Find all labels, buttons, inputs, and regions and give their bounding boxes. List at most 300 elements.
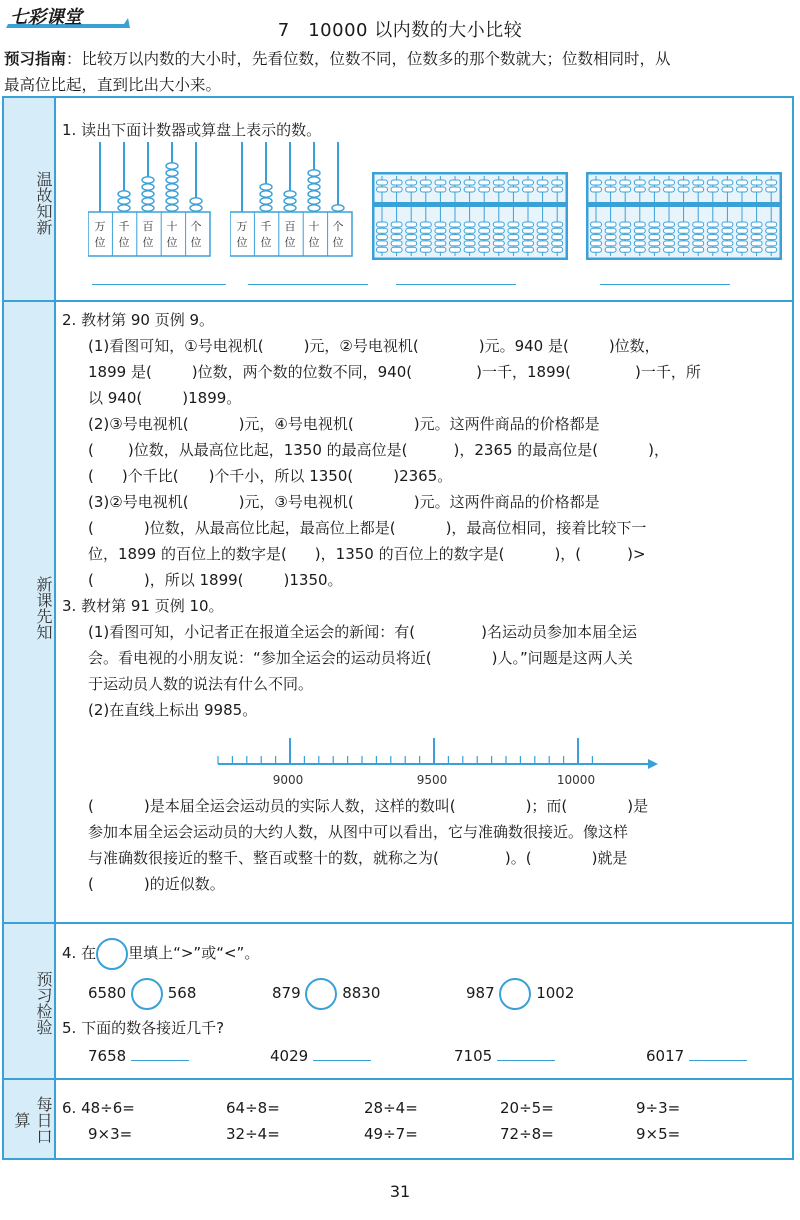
abacus1-upper-bead bbox=[537, 180, 548, 185]
abacus2-upper-bead bbox=[634, 180, 645, 185]
abacus2-upper-bead bbox=[605, 180, 616, 185]
abacus1-lower-bead bbox=[377, 235, 388, 240]
abacus2-lower-bead bbox=[737, 247, 748, 252]
abacus1-upper-bead bbox=[420, 187, 431, 192]
abacus2-lower-bead bbox=[722, 228, 733, 233]
number-line-label-9000: 9000 bbox=[272, 773, 304, 787]
abacus1-lower-bead bbox=[406, 228, 417, 233]
abacus1-lower-bead bbox=[391, 228, 402, 233]
q5-blank-2[interactable] bbox=[313, 1046, 371, 1061]
abacus1-lower-bead bbox=[479, 235, 490, 240]
abacus1-lower-bead bbox=[552, 228, 563, 233]
abacus2-lower-bead bbox=[664, 241, 675, 246]
abacus1-lower-bead bbox=[523, 222, 534, 227]
abacus1-lower-bead bbox=[508, 222, 519, 227]
abacus1-upper-bead bbox=[523, 180, 534, 185]
abacus2-upper-bead bbox=[649, 180, 660, 185]
counter2-bead bbox=[260, 198, 272, 204]
abacus1-lower-bead bbox=[435, 241, 446, 246]
abacus2-upper-bead bbox=[737, 180, 748, 185]
number-line-label-10000: 10000 bbox=[556, 773, 596, 787]
abacus1-lower-bead bbox=[435, 222, 446, 227]
q5-blank-1[interactable] bbox=[131, 1046, 189, 1061]
abacus2-lower-bead bbox=[591, 247, 602, 252]
counter1-bead bbox=[142, 198, 154, 204]
abacus2-lower-bead bbox=[664, 247, 675, 252]
q3-line-7: 与准确数很接近的整千、整百或整十的数，就称之为( )。( )就是 bbox=[88, 849, 628, 867]
q1-answer-line-3[interactable] bbox=[396, 284, 516, 285]
section-label-check: 预习检验 bbox=[34, 971, 53, 1035]
abacus1-lower-bead bbox=[391, 241, 402, 246]
counter2-label-4-a: 个 bbox=[332, 220, 344, 233]
abacus-1 bbox=[372, 172, 568, 260]
counting-frame-1 bbox=[88, 140, 212, 258]
abacus1-upper-bead bbox=[435, 187, 446, 192]
abacus2-upper-bead bbox=[605, 187, 616, 192]
abacus1-lower-bead bbox=[435, 247, 446, 252]
q4-pair-2: 879 8830 bbox=[272, 976, 380, 1010]
counter1-bead bbox=[118, 191, 130, 197]
q2-line-8: ( )位数，从最高位比起，最高位上都是( )，最高位相同，接着比较下一 bbox=[88, 519, 647, 537]
abacus2-upper-bead bbox=[737, 187, 748, 192]
section-divider-1 bbox=[4, 300, 792, 302]
abacus2-lower-bead bbox=[649, 228, 660, 233]
counter1-label-3-a: 十 bbox=[166, 220, 178, 233]
section-divider-3 bbox=[4, 1078, 792, 1080]
abacus2-lower-bead bbox=[766, 241, 777, 246]
abacus1-upper-bead bbox=[493, 187, 504, 192]
counter1-bead bbox=[142, 205, 154, 211]
abacus2-lower-bead bbox=[737, 241, 748, 246]
counter1-label-1-b: 位 bbox=[118, 236, 130, 249]
abacus1-lower-bead bbox=[479, 241, 490, 246]
abacus2-lower-bead bbox=[751, 222, 762, 227]
abacus1-lower-bead bbox=[450, 241, 461, 246]
abacus1-upper-bead bbox=[391, 187, 402, 192]
counter2-label-0-b: 位 bbox=[236, 236, 248, 249]
abacus1-lower-bead bbox=[523, 247, 534, 252]
abacus1-upper-bead bbox=[552, 180, 563, 185]
abacus2-lower-bead bbox=[693, 241, 704, 246]
abacus1-lower-bead bbox=[493, 247, 504, 252]
q5-item-2: 4029 bbox=[270, 1046, 371, 1066]
abacus1-lower-bead bbox=[391, 247, 402, 252]
q5-blank-3[interactable] bbox=[497, 1046, 555, 1061]
q3-line-8: ( )的近似数。 bbox=[88, 875, 225, 893]
abacus1-lower-bead bbox=[493, 228, 504, 233]
counter2-bead bbox=[284, 191, 296, 197]
q3-line-4: (2)在直线上标出 9985。 bbox=[88, 701, 258, 719]
q6-r2-c3[interactable]: 49÷7= bbox=[364, 1125, 418, 1143]
abacus1-lower-bead bbox=[450, 228, 461, 233]
counter2-bead bbox=[332, 205, 344, 211]
abacus1-upper-bead bbox=[450, 187, 461, 192]
abacus2-lower-bead bbox=[766, 222, 777, 227]
abacus1-lower-bead bbox=[464, 228, 475, 233]
abacus2-lower-bead bbox=[693, 247, 704, 252]
abacus1-lower-bead bbox=[523, 241, 534, 246]
abacus1-upper-bead bbox=[464, 187, 475, 192]
abacus1-lower-bead bbox=[377, 241, 388, 246]
counter2-label-2-a: 百 bbox=[284, 220, 296, 233]
sample-circle bbox=[96, 938, 128, 970]
counter2-bead bbox=[260, 184, 272, 190]
abacus1-lower-bead bbox=[537, 241, 548, 246]
abacus2-upper-bead bbox=[707, 180, 718, 185]
abacus1-lower-bead bbox=[377, 222, 388, 227]
q5-heading: 5. 下面的数各接近几千? bbox=[62, 1019, 225, 1037]
counter1-bead bbox=[142, 177, 154, 183]
number-line[interactable] bbox=[210, 732, 660, 792]
abacus1-lower-bead bbox=[391, 235, 402, 240]
abacus1-upper-bead bbox=[479, 187, 490, 192]
abacus1-upper-bead bbox=[493, 180, 504, 185]
sidebar-divider bbox=[54, 98, 56, 1158]
q4-pair-3: 987 1002 bbox=[466, 976, 574, 1010]
q2-line-3: 以 940( )1899。 bbox=[88, 389, 242, 407]
abacus1-lower-bead bbox=[493, 235, 504, 240]
q3-line-1: (1)看图可知，小记者正在报道全运会的新闻：有( )名运动员参加本届全运 bbox=[88, 623, 637, 641]
q6-r2-c4[interactable]: 72÷8= bbox=[500, 1125, 554, 1143]
abacus2-lower-bead bbox=[766, 228, 777, 233]
abacus1-lower-bead bbox=[537, 247, 548, 252]
counter1-bead bbox=[166, 198, 178, 204]
abacus1-lower-bead bbox=[464, 222, 475, 227]
abacus2-lower-bead bbox=[707, 241, 718, 246]
abacus1-lower-bead bbox=[450, 235, 461, 240]
abacus1-lower-bead bbox=[523, 235, 534, 240]
abacus2-lower-bead bbox=[634, 228, 645, 233]
abacus2-upper-bead bbox=[751, 187, 762, 192]
counter2-bead bbox=[308, 205, 320, 211]
abacus2-lower-bead bbox=[591, 235, 602, 240]
abacus2-upper-bead bbox=[591, 180, 602, 185]
abacus1-lower-bead bbox=[406, 222, 417, 227]
counter2-label-4-b: 位 bbox=[332, 236, 344, 249]
abacus1-lower-bead bbox=[464, 235, 475, 240]
abacus1-lower-bead bbox=[508, 241, 519, 246]
abacus2-lower-bead bbox=[605, 247, 616, 252]
abacus1-upper-bead bbox=[464, 180, 475, 185]
abacus2-lower-bead bbox=[591, 241, 602, 246]
abacus2-lower-bead bbox=[707, 247, 718, 252]
section-label-newlesson: 新课先知 bbox=[34, 576, 53, 640]
counter1-bead bbox=[190, 198, 202, 204]
abacus1-lower-bead bbox=[537, 235, 548, 240]
counter2-bead bbox=[284, 198, 296, 204]
q2-line-5: ( )位数，从最高位比起，1350 的最高位是( )，2365 的最高位是( )， bbox=[88, 441, 670, 459]
abacus2-upper-bead bbox=[722, 187, 733, 192]
abacus2-lower-bead bbox=[693, 222, 704, 227]
q2-line-2: 1899 是( )位数，两个数的位数不同，940( )一千，1899( )一千，所 bbox=[88, 363, 701, 381]
counter2-bead bbox=[308, 198, 320, 204]
counter2-label-2-b: 位 bbox=[284, 236, 296, 249]
abacus2-lower-bead bbox=[634, 235, 645, 240]
abacus1-lower-bead bbox=[464, 247, 475, 252]
counter2-bead bbox=[308, 191, 320, 197]
abacus2-lower-bead bbox=[605, 228, 616, 233]
guide-text-2: 最高位比起，直到比出大小来。 bbox=[4, 76, 222, 94]
abacus2-lower-bead bbox=[707, 235, 718, 240]
q6-r1-c4[interactable]: 20÷5= bbox=[500, 1099, 554, 1117]
counter2-bead bbox=[260, 191, 272, 197]
abacus1-upper-bead bbox=[450, 180, 461, 185]
q5-item-3: 7105 bbox=[454, 1046, 555, 1066]
abacus1-lower-bead bbox=[435, 228, 446, 233]
abacus1-lower-bead bbox=[377, 247, 388, 252]
q2-line-9: 位，1899 的百位上的数字是( )，1350 的百位上的数字是( )，( )> bbox=[88, 545, 646, 563]
abacus1-upper-bead bbox=[537, 187, 548, 192]
abacus1-lower-bead bbox=[552, 247, 563, 252]
abacus2-lower-bead bbox=[634, 222, 645, 227]
q6-r1-c1[interactable]: 6. 48÷6= bbox=[62, 1099, 135, 1117]
abacus2-lower-bead bbox=[751, 235, 762, 240]
abacus1-upper-bead bbox=[377, 187, 388, 192]
counter1-bead bbox=[166, 163, 178, 169]
guide-text-1: ：比较万以内数的大小时，先看位数，位数不同，位数多的那个数就大；位数相同时，从 bbox=[66, 50, 671, 68]
q2-line-10: ( )，所以 1899( )1350。 bbox=[88, 571, 343, 589]
abacus1-upper-bead bbox=[435, 180, 446, 185]
number-line-label-9500: 9500 bbox=[416, 773, 448, 787]
abacus1-lower-bead bbox=[420, 228, 431, 233]
abacus1-lower-bead bbox=[523, 228, 534, 233]
compare-circle-1[interactable] bbox=[131, 978, 163, 1010]
abacus2-upper-bead bbox=[751, 180, 762, 185]
abacus1-lower-bead bbox=[406, 241, 417, 246]
abacus2-upper-bead bbox=[620, 180, 631, 185]
abacus2-lower-bead bbox=[649, 247, 660, 252]
counter2-label-3-a: 十 bbox=[308, 220, 320, 233]
abacus2-lower-bead bbox=[678, 222, 689, 227]
abacus1-lower-bead bbox=[508, 247, 519, 252]
q1-answer-line-1[interactable] bbox=[92, 284, 226, 285]
abacus1-lower-bead bbox=[537, 228, 548, 233]
abacus2-lower-bead bbox=[751, 247, 762, 252]
abacus2-lower-bead bbox=[605, 235, 616, 240]
abacus1-lower-bead bbox=[552, 222, 563, 227]
abacus1-lower-bead bbox=[552, 241, 563, 246]
q1-prompt: 1. 读出下面计数器或算盘上表示的数。 bbox=[62, 121, 322, 139]
abacus2-lower-bead bbox=[620, 235, 631, 240]
abacus2-upper-bead bbox=[634, 187, 645, 192]
abacus2-upper-bead bbox=[649, 187, 660, 192]
counter1-bead bbox=[166, 170, 178, 176]
counter1-label-0-a: 万 bbox=[94, 220, 106, 233]
abacus2-upper-bead bbox=[693, 180, 704, 185]
abacus1-upper-bead bbox=[420, 180, 431, 185]
counter1-label-4-b: 位 bbox=[190, 236, 202, 249]
counter2-bead bbox=[308, 170, 320, 176]
counter2-bead bbox=[308, 177, 320, 183]
abacus1-lower-bead bbox=[479, 247, 490, 252]
counting-frame-2 bbox=[230, 140, 354, 258]
preview-guide bbox=[4, 46, 796, 98]
counter1-bead bbox=[166, 205, 178, 211]
counter1-bead bbox=[142, 191, 154, 197]
q3-line-6: 参加本届全运会运动员的大约人数，从图中可以看出，它与准确数很接近。像这样 bbox=[88, 823, 629, 841]
counter2-bead bbox=[284, 205, 296, 211]
abacus1-upper-bead bbox=[508, 180, 519, 185]
abacus1-lower-bead bbox=[479, 228, 490, 233]
section-divider-2 bbox=[4, 922, 792, 924]
counter2-label-1-b: 位 bbox=[260, 236, 272, 249]
abacus2-lower-bead bbox=[693, 235, 704, 240]
abacus2-lower-bead bbox=[751, 241, 762, 246]
compare-circle-3[interactable] bbox=[499, 978, 531, 1010]
counter1-bead bbox=[190, 205, 202, 211]
q3-line-5: ( )是本届全运会运动员的实际人数，这样的数叫( )；而( )是 bbox=[88, 797, 649, 815]
abacus1-lower-bead bbox=[420, 247, 431, 252]
q1-answer-line-2[interactable] bbox=[248, 284, 368, 285]
abacus2-lower-bead bbox=[766, 235, 777, 240]
q6-r2-c5[interactable]: 9×5= bbox=[636, 1125, 681, 1143]
abacus1-lower-bead bbox=[391, 222, 402, 227]
abacus1-upper-bead bbox=[377, 180, 388, 185]
abacus1-upper-bead bbox=[508, 187, 519, 192]
abacus1-lower-bead bbox=[377, 228, 388, 233]
abacus1-upper-bead bbox=[391, 180, 402, 185]
abacus2-lower-bead bbox=[649, 241, 660, 246]
q2-line-1: (1)看图可知，①号电视机( )元，②号电视机( )元。940 是( )位数， bbox=[88, 337, 660, 355]
abacus1-lower-bead bbox=[508, 235, 519, 240]
abacus1-lower-bead bbox=[420, 222, 431, 227]
counter1-label-2-a: 百 bbox=[142, 220, 154, 233]
abacus2-lower-bead bbox=[737, 222, 748, 227]
section-label-mental: 每日口算 bbox=[12, 1096, 53, 1144]
counter2-label-3-b: 位 bbox=[308, 236, 320, 249]
counter1-bead bbox=[166, 177, 178, 183]
abacus2-lower-bead bbox=[649, 222, 660, 227]
abacus1-lower-bead bbox=[493, 222, 504, 227]
abacus2-upper-bead bbox=[664, 180, 675, 185]
abacus2-lower-bead bbox=[722, 247, 733, 252]
abacus2-upper-bead bbox=[766, 187, 777, 192]
q3-line-3: 于运动员人数的说法有什么不同。 bbox=[88, 675, 314, 693]
abacus2-lower-bead bbox=[678, 241, 689, 246]
q1-answer-line-4[interactable] bbox=[600, 284, 730, 285]
abacus2-lower-bead bbox=[766, 247, 777, 252]
counter2-bead bbox=[260, 205, 272, 211]
q6-r1-c5[interactable]: 9÷3= bbox=[636, 1099, 681, 1117]
logo-text: 七彩课堂 bbox=[10, 7, 82, 28]
abacus2-lower-bead bbox=[707, 222, 718, 227]
page-number: 31 bbox=[389, 1182, 411, 1201]
counter1-bead bbox=[166, 191, 178, 197]
abacus1-lower-bead bbox=[420, 235, 431, 240]
q4-pair-1: 6580 568 bbox=[88, 976, 196, 1010]
abacus2-upper-bead bbox=[707, 187, 718, 192]
counter1-bead bbox=[118, 205, 130, 211]
abacus2-upper-bead bbox=[620, 187, 631, 192]
counter2-bead bbox=[308, 184, 320, 190]
q2-line-6: ( )个千比( )个千小，所以 1350( )2365。 bbox=[88, 467, 453, 485]
abacus1-lower-bead bbox=[479, 222, 490, 227]
abacus1-lower-bead bbox=[435, 235, 446, 240]
abacus2-upper-bead bbox=[722, 180, 733, 185]
abacus1-upper-bead bbox=[406, 180, 417, 185]
abacus1-lower-bead bbox=[420, 241, 431, 246]
counter1-label-3-b: 位 bbox=[166, 236, 178, 249]
abacus1-lower-bead bbox=[537, 222, 548, 227]
abacus2-lower-bead bbox=[591, 222, 602, 227]
abacus2-lower-bead bbox=[722, 241, 733, 246]
abacus2-lower-bead bbox=[634, 241, 645, 246]
abacus2-lower-bead bbox=[678, 228, 689, 233]
q2-line-7: (3)②号电视机( )元，③号电视机( )元。这两件商品的价格都是 bbox=[88, 493, 600, 511]
q6-r1-c2[interactable]: 64÷8= bbox=[226, 1099, 280, 1117]
q6-r2-c1[interactable]: 9×3= bbox=[88, 1125, 133, 1143]
counter1-bead bbox=[118, 198, 130, 204]
abacus2-lower-bead bbox=[620, 228, 631, 233]
abacus2-lower-bead bbox=[722, 235, 733, 240]
abacus2-lower-bead bbox=[605, 222, 616, 227]
abacus2-lower-bead bbox=[678, 247, 689, 252]
abacus2-upper-bead bbox=[591, 187, 602, 192]
abacus2-lower-bead bbox=[620, 222, 631, 227]
abacus2-lower-bead bbox=[693, 228, 704, 233]
abacus1-lower-bead bbox=[552, 235, 563, 240]
counter1-label-2-b: 位 bbox=[142, 236, 154, 249]
section-label-review: 温故知新 bbox=[34, 171, 53, 235]
abacus1-lower-bead bbox=[406, 247, 417, 252]
abacus2-lower-bead bbox=[605, 241, 616, 246]
abacus1-upper-bead bbox=[523, 187, 534, 192]
abacus2-upper-bead bbox=[693, 187, 704, 192]
q5-item-1: 7658 bbox=[88, 1046, 189, 1066]
abacus2-lower-bead bbox=[634, 247, 645, 252]
abacus1-upper-bead bbox=[479, 180, 490, 185]
abacus2-lower-bead bbox=[620, 241, 631, 246]
abacus1-lower-bead bbox=[508, 228, 519, 233]
abacus2-lower-bead bbox=[664, 228, 675, 233]
counter2-label-0-a: 万 bbox=[236, 220, 248, 233]
abacus1-upper-bead bbox=[552, 187, 563, 192]
abacus2-upper-bead bbox=[766, 180, 777, 185]
abacus2-upper-bead bbox=[678, 180, 689, 185]
q6-r1-c3[interactable]: 28÷4= bbox=[364, 1099, 418, 1117]
counter2-label-1-a: 千 bbox=[260, 220, 272, 233]
q2-heading: 2. 教材第 90 页例 9。 bbox=[62, 311, 215, 329]
q5-item-4: 6017 bbox=[646, 1046, 747, 1066]
abacus-2 bbox=[586, 172, 782, 260]
compare-circle-2[interactable] bbox=[305, 978, 337, 1010]
counter1-bead bbox=[166, 184, 178, 190]
abacus1-upper-bead bbox=[406, 187, 417, 192]
abacus1-lower-bead bbox=[406, 235, 417, 240]
abacus1-lower-bead bbox=[464, 241, 475, 246]
abacus2-lower-bead bbox=[620, 247, 631, 252]
abacus2-lower-bead bbox=[664, 235, 675, 240]
page-title: 7 10000 以内数的大小比较 bbox=[277, 20, 523, 41]
q6-r2-c2[interactable]: 32÷4= bbox=[226, 1125, 280, 1143]
abacus2-upper-bead bbox=[664, 187, 675, 192]
abacus2-lower-bead bbox=[678, 235, 689, 240]
abacus2-lower-bead bbox=[751, 228, 762, 233]
q5-blank-4[interactable] bbox=[689, 1046, 747, 1061]
abacus2-lower-bead bbox=[737, 228, 748, 233]
q3-heading: 3. 教材第 91 页例 10。 bbox=[62, 597, 224, 615]
abacus2-lower-bead bbox=[722, 222, 733, 227]
abacus1-lower-bead bbox=[493, 241, 504, 246]
abacus2-lower-bead bbox=[591, 228, 602, 233]
q3-line-2: 会。看电视的小朋友说：“参加全运会的运动员将近( )人。”问题是这两人关 bbox=[88, 649, 633, 667]
guide-label: 预习指南 bbox=[4, 50, 67, 68]
counter1-label-0-b: 位 bbox=[94, 236, 106, 249]
abacus2-lower-bead bbox=[737, 235, 748, 240]
counter1-bead bbox=[142, 184, 154, 190]
counter1-label-1-a: 千 bbox=[118, 220, 130, 233]
q2-line-4: (2)③号电视机( )元，④号电视机( )元。这两件商品的价格都是 bbox=[88, 415, 600, 433]
